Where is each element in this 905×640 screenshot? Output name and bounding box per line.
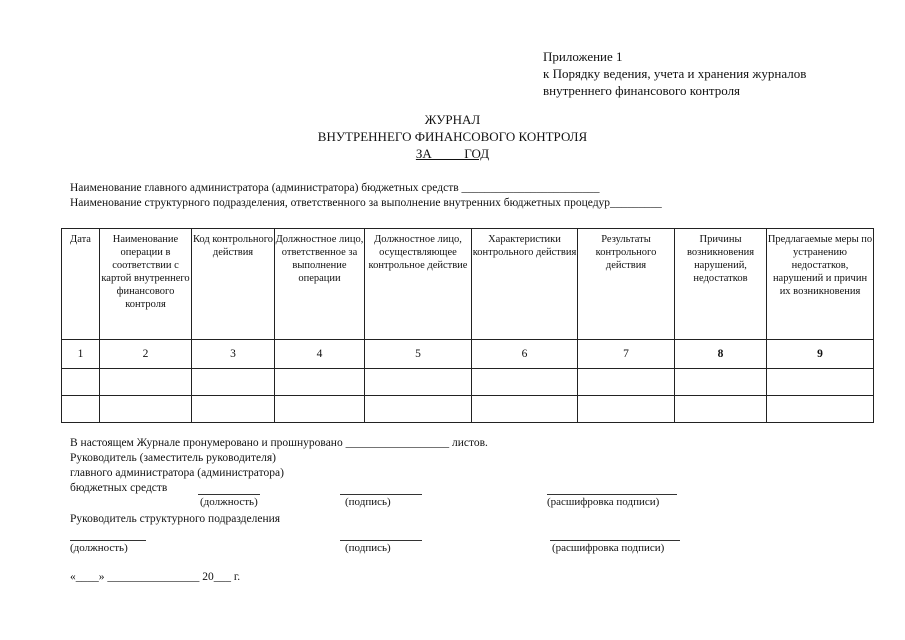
table-cell bbox=[62, 369, 100, 396]
numbered-pages-line: В настоящем Журнале пронумеровано и прошнуровано __________________ листов. bbox=[70, 437, 488, 449]
table-cell bbox=[767, 369, 874, 396]
table-cell bbox=[365, 369, 472, 396]
decoding-blank-line bbox=[550, 540, 680, 541]
col-header-responsible: Должностное лицо, ответственное за выполнение операции bbox=[275, 229, 365, 340]
table-row bbox=[62, 396, 874, 423]
signature-blank-line bbox=[340, 494, 422, 495]
col-header-results: Результаты контрольного действия bbox=[578, 229, 675, 340]
appendix-line-3: внутреннего финансового контроля bbox=[543, 83, 741, 98]
journal-table bbox=[61, 228, 874, 423]
decoding-caption: (расшифровка подписи) bbox=[547, 496, 660, 508]
decoding-caption: (расшифровка подписи) bbox=[552, 542, 665, 554]
col-header-code: Код контрольного действия bbox=[192, 229, 275, 340]
table-cell bbox=[100, 396, 192, 423]
position-blank-line bbox=[70, 540, 146, 541]
col-header-causes: Причины возникновения нарушений, недостатков bbox=[675, 229, 767, 340]
col-header-date: Дата bbox=[62, 229, 100, 340]
date-line: «____» ________________ 20___ г. bbox=[70, 571, 241, 583]
signature-caption: (подпись) bbox=[345, 496, 391, 508]
col-number: 5 bbox=[365, 340, 472, 369]
division-name-field: Наименование структурного подразделения, ответственного за выполнение внутренних бюджетных процедур_________ bbox=[70, 197, 662, 209]
col-number: 2 bbox=[100, 340, 192, 369]
table-cell bbox=[578, 396, 675, 423]
head-title-line-2: главного администратора (администратора) bbox=[70, 467, 284, 479]
journal-year-text: ЗА ГОД bbox=[415, 146, 490, 161]
position-caption: (должность) bbox=[70, 542, 128, 554]
appendix-line-2: к Порядку ведения, учета и хранения журналов bbox=[543, 66, 807, 81]
col-number: 4 bbox=[275, 340, 365, 369]
division-head-label: Руководитель структурного подразделения bbox=[70, 513, 281, 525]
journal-subtitle: ВНУТРЕННЕГО ФИНАНСОВОГО КОНТРОЛЯ bbox=[317, 129, 588, 144]
appendix-line-1: Приложение 1 bbox=[543, 49, 623, 64]
decoding-blank-line bbox=[547, 494, 677, 495]
table-cell bbox=[275, 396, 365, 423]
table-cell bbox=[472, 369, 578, 396]
table-cell bbox=[767, 396, 874, 423]
col-number: 3 bbox=[192, 340, 275, 369]
position-caption: (должность) bbox=[200, 496, 258, 508]
col-number: 1 bbox=[62, 340, 100, 369]
admin-name-field: Наименование главного администратора (администратора) бюджетных средств ________________________ bbox=[70, 182, 600, 194]
signature-blank-line bbox=[340, 540, 422, 541]
col-header-characteristics: Характеристики контрольного действия bbox=[472, 229, 578, 340]
col-number: 9 bbox=[767, 340, 874, 369]
number-row bbox=[62, 340, 874, 369]
col-header-operation: Наименование операции в соответствии с картой внутреннего финансового контроля bbox=[100, 229, 192, 340]
table-cell bbox=[675, 369, 767, 396]
table-cell bbox=[275, 369, 365, 396]
table-cell bbox=[365, 396, 472, 423]
head-title-line-3: бюджетных средств bbox=[70, 482, 168, 494]
journal-year bbox=[0, 146, 905, 162]
col-number: 6 bbox=[472, 340, 578, 369]
table-cell bbox=[192, 369, 275, 396]
position-blank-line bbox=[198, 494, 260, 495]
table-row bbox=[62, 369, 874, 396]
table-cell bbox=[62, 396, 100, 423]
header-row bbox=[62, 229, 874, 340]
table-cell bbox=[578, 369, 675, 396]
table-cell bbox=[192, 396, 275, 423]
head-title-line-1: Руководитель (заместитель руководителя) bbox=[70, 452, 276, 464]
col-header-controller: Должностное лицо, осуществляющее контрольное действие bbox=[365, 229, 472, 340]
table-cell bbox=[472, 396, 578, 423]
appendix-note bbox=[543, 48, 806, 99]
col-header-measures: Предлагаемые меры по устранению недостатков, нарушений и причин их возникновения bbox=[767, 229, 874, 340]
journal-title: ЖУРНАЛ bbox=[424, 112, 481, 127]
table-cell bbox=[675, 396, 767, 423]
col-number: 8 bbox=[675, 340, 767, 369]
col-number: 7 bbox=[578, 340, 675, 369]
signature-caption: (подпись) bbox=[345, 542, 391, 554]
table-cell bbox=[100, 369, 192, 396]
